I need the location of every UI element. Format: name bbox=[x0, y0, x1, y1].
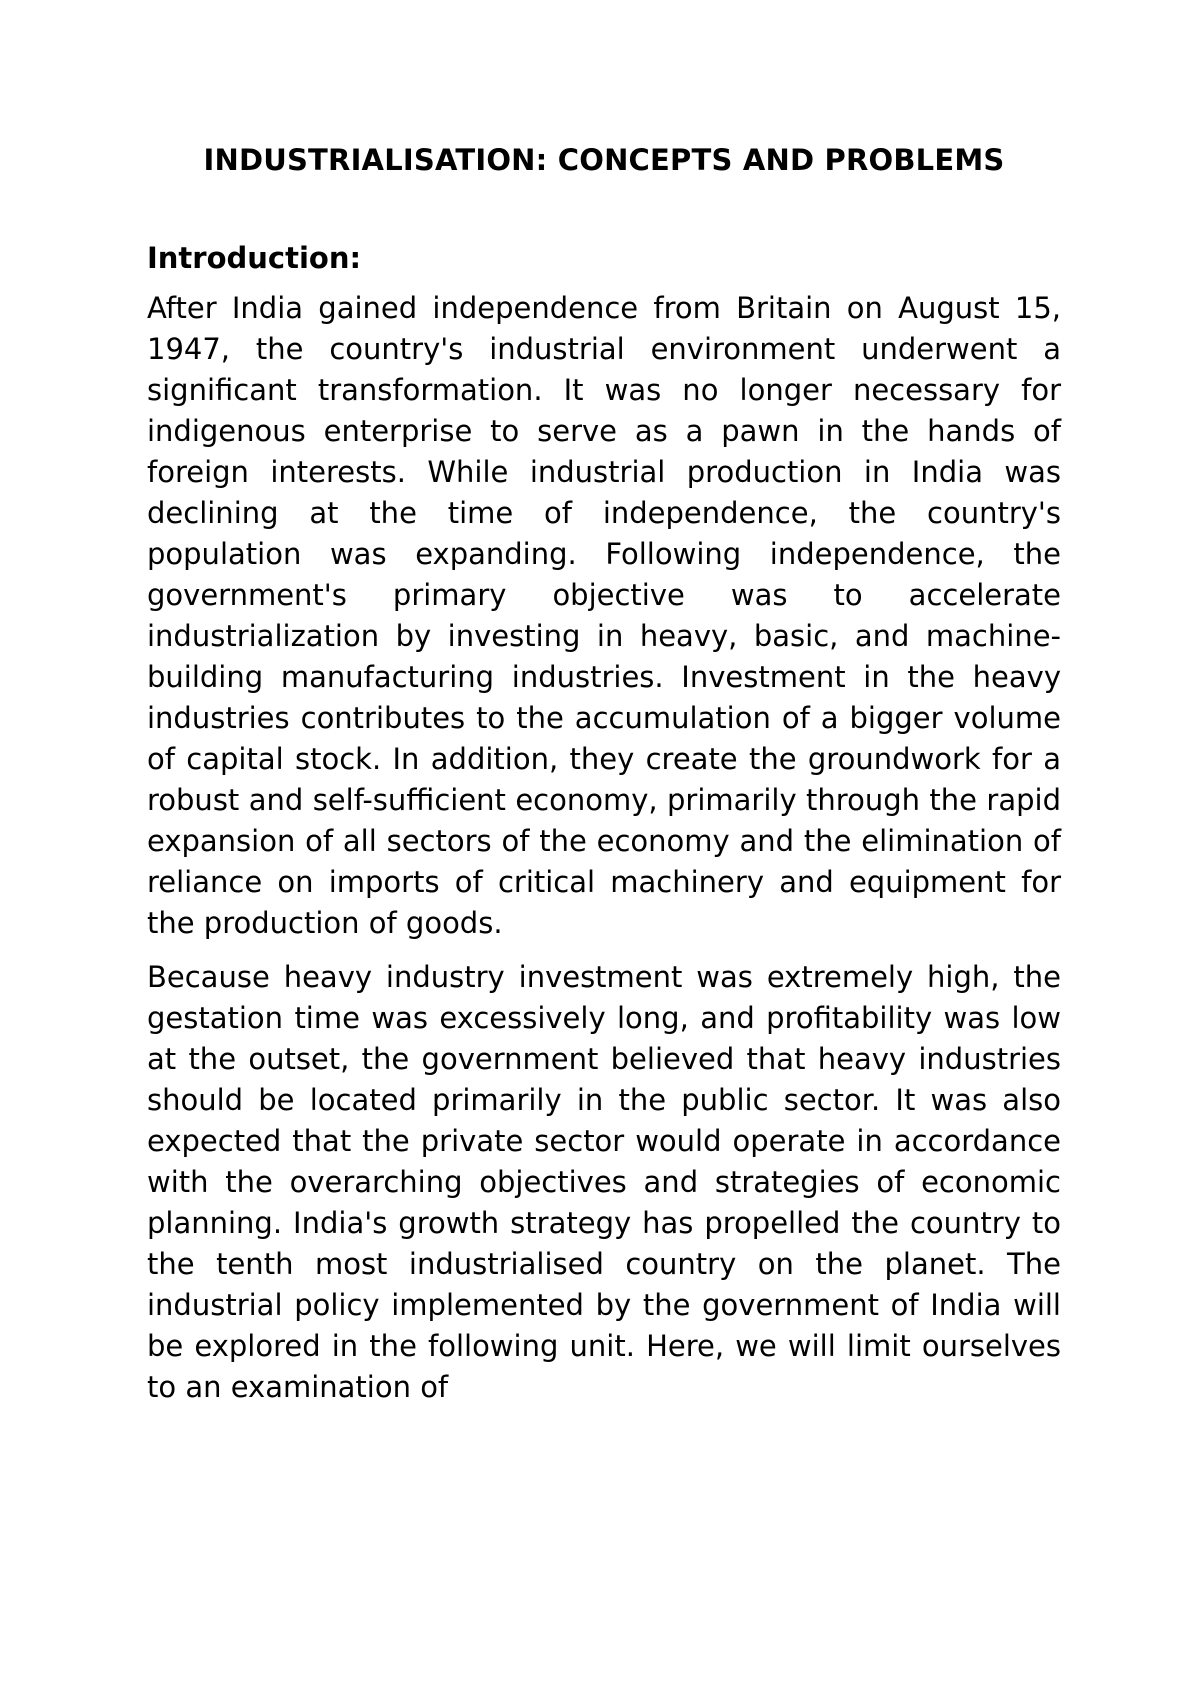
paragraph-1: After India gained independence from Britain on August 15, 1947, the country's industrial environment underwent a significant transformation. It was no longer necessary for indigenous enterprise to serve as a pawn in the hands of foreign interests. While industrial production in India was declining at the time of independence, the country's population was expanding. Following independence, the government's primary objective was to accelerate industrialization by investing in heavy, basic, and machine-building manufacturing industries. Investment in the heavy industries contributes to the accumulation of a bigger volume of capital stock. In addition, they create the groundwork for a robust and self-sufficient economy, primarily through the rapid expansion of all sectors of the economy and the elimination of reliance on imports of critical machinery and equipment for the production of goods. bbox=[147, 291, 1061, 940]
document-title: INDUSTRIALISATION: CONCEPTS AND PROBLEMS bbox=[203, 143, 1005, 177]
section-heading-introduction: Introduction: bbox=[147, 241, 362, 275]
paragraph-2: Because heavy industry investment was extremely high, the gestation time was excessively long, and profitability was low at the outset, the government believed that heavy industries should be located primarily in the public sector. It was also expected that the private sector would operate in accordance with the overarching objectives and strategies of economic planning. India's growth strategy has propelled the country to the tenth most industrialised country on the planet. The industrial policy implemented by the government of India will be explored in the following unit. Here, we will limit ourselves to an examination of bbox=[147, 960, 1061, 1404]
document-body bbox=[147, 140, 1061, 1421]
